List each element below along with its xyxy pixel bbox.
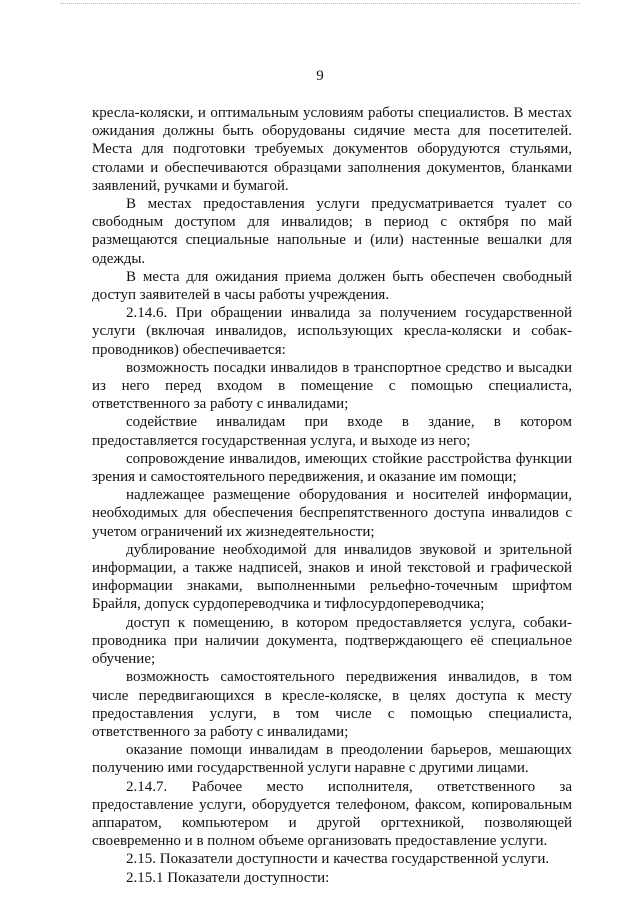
scan-edge-line	[60, 3, 580, 7]
paragraph: 2.14.7. Рабочее место исполнителя, ответственного за предоставление услуги, оборудуется телефоном, факсом, копировальным аппаратом, компьютером и другой оргтехникой, позволяющей своевременно и в полном объеме организовать предоставление услуги.	[92, 778, 572, 850]
paragraph: оказание помощи инвалидам в преодолении барьеров, мешающих получению ими государственной услуги наравне с другими лицами.	[92, 742, 572, 777]
document-body	[92, 104, 572, 887]
paragraph: сопровождение инвалидов, имеющих стойкие расстройства функции зрения и самостоятельного передвижения, и оказание им помощи;	[92, 450, 572, 486]
paragraph: возможность посадки инвалидов в транспортное средство и высадки из него перед входом в помещение с помощью специалиста, ответственного за работу с инвалидами;	[92, 359, 572, 413]
page-number: 9	[316, 68, 324, 84]
paragraph: В места для ожидания приема должен быть обеспечен свободный доступ заявителей в часы работы учреждения.	[92, 268, 572, 304]
paragraph: надлежащее размещение оборудования и носителей информации, необходимых для обеспечения беспрепятственного доступа инвалидов с учетом ограничений их жизнедеятельности;	[92, 487, 572, 540]
paragraph: В местах предоставления услуги предусматривается туалет со свободным доступом для инвалидов; в период с октября по май размещаются специальные напольные и (или) настенные вешалки для одежды.	[92, 196, 572, 267]
paragraph: 2.15.1 Показатели доступности:	[126, 869, 330, 886]
paragraph: содействие инвалидам при входе в здание, в котором предоставляется государственная услуга, и выходе из него;	[92, 414, 572, 449]
paragraph: 2.14.6. При обращении инвалида за получением государственной услуги (включая инвалидов, использующих кресла-коляски и собак-проводников) обеспечивается:	[92, 305, 572, 358]
paragraph: доступ к помещению, в котором предоставляется услуга, собаки-проводника при наличии документа, подтверждающего её специальное обучение;	[92, 614, 572, 668]
paragraph: 2.15. Показатели доступности и качества государственной услуги.	[126, 851, 550, 868]
paragraph: кресла-коляски, и оптимальным условиям работы специалистов. В местах ожидания должны быть оборудованы сидячие места для посетителей. Места для подготовки требуемых документов оборудуются стульями, столами и обеспечиваются образцами заполнения документов, бланками заявлений, ручками и бумагой.	[92, 105, 572, 194]
paragraph: дублирование необходимой для инвалидов звуковой и зрительной информации, а также надписей, знаков и иной текстовой и графической информации знаками, выполненными рельефно-точечным шрифтом Брайля, допуск сурдопереводчика и тифлосурдопереводчика;	[92, 541, 572, 613]
paragraph: возможность самостоятельного передвижения инвалидов, в том числе передвигающихся в кресле-коляске, в целях доступа к месту предоставления услуги, в том числе с помощью специалиста, ответственного за работу с инвалидами;	[92, 669, 572, 740]
